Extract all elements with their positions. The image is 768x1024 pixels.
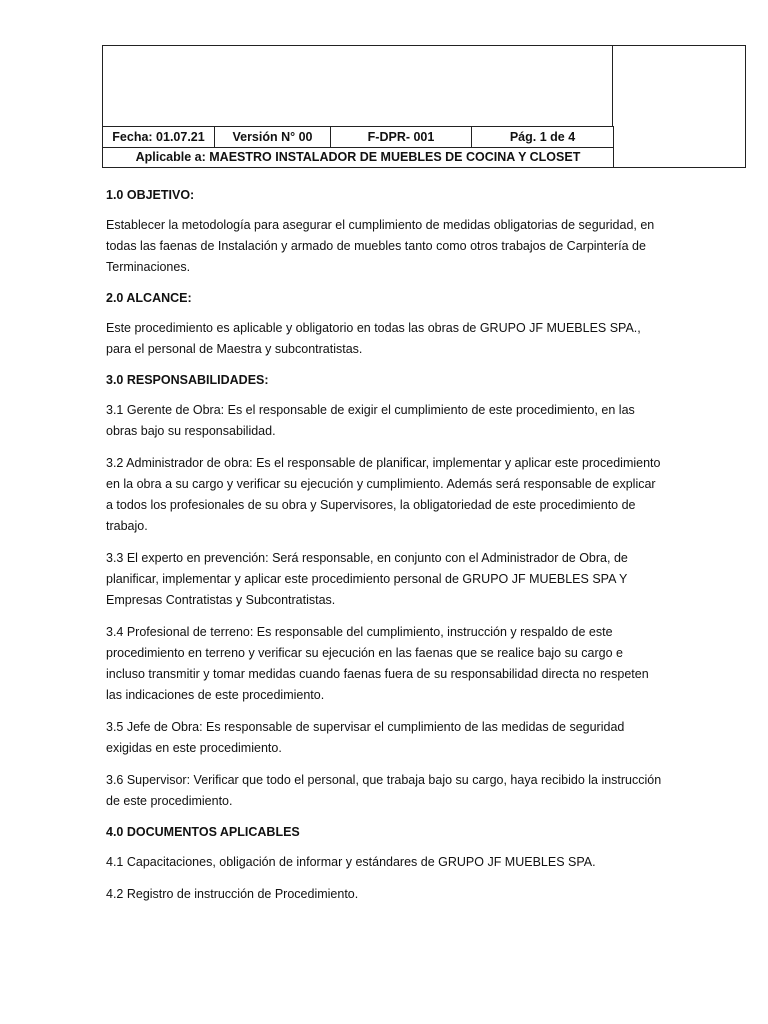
section-alcance-title: 2.0 ALCANCE:: [106, 291, 192, 305]
responsabilidad-item: 3.1 Gerente de Obra: Es el responsable de exigir el cumplimiento de este procedimiento, en las obras bajo su responsabilidad.: [106, 403, 635, 438]
responsabilidad-item: 3.5 Jefe de Obra: Es responsable de supervisar el cumplimiento de las medidas de seguridad exigidas en este procedimiento.: [106, 720, 625, 755]
responsabilidad-item: 3.3 El experto en prevención: Será responsable, en conjunto con el Administrador de Obra, de planificar, implementar y aplicar este procedimiento personal de GRUPO JF MUEBLES SPA Y Empresas Contratistas y Subcontratistas.: [106, 551, 628, 607]
logo-area: [103, 46, 613, 126]
documento-item: 4.1 Capacitaciones, obligación de informar y estándares de GRUPO JF MUEBLES SPA.: [106, 855, 596, 869]
document-header-table: [102, 45, 746, 168]
section-alcance-text: Este procedimiento es aplicable y obligatorio en todas las obras de GRUPO JF MUEBLES SPA., para el personal de Maestra y subcontratistas.: [106, 321, 641, 356]
section-responsabilidades-title: 3.0 RESPONSABILIDADES:: [106, 373, 269, 387]
section-objetivo-text: Establecer la metodología para asegurar el cumplimiento de medidas obligatorias de seguridad, en todas las faenas de Instalación y armado de muebles tanto como otros trabajos de Carpintería de Terminaciones.: [106, 218, 655, 274]
responsabilidad-item: 3.4 Profesional de terreno: Es responsable del cumplimiento, instrucción y respaldo de este procedimiento en terreno y verificar su ejecución en las faenas que se realice bajo su cargo e incluso transmitir y tomar medidas cuando faenas fuera de su responsabilidad directa no respeten las indicaciones de este procedimiento.: [106, 625, 649, 702]
section-documentos-title: 4.0 DOCUMENTOS APLICABLES: [106, 825, 300, 839]
document-version: Versión N° 00: [215, 127, 331, 147]
responsabilidad-item: 3.2 Administrador de obra: Es el responsable de planificar, implementar y aplicar este procedimiento en la obra a su cargo y verificar su ejecución y cumplimiento. Además será responsable de explicar a todos los profesionales de su obra y Supervisores, la obligatoriedad de este procedimiento de trabajo.: [106, 456, 661, 533]
responsabilidad-item: 3.6 Supervisor: Verificar que todo el personal, que trabaja bajo su cargo, haya recibido la instrucción de este procedimiento.: [106, 773, 662, 808]
document-date: Fecha: 01.07.21: [103, 127, 215, 147]
section-objetivo-title: 1.0 OBJETIVO:: [106, 188, 195, 202]
header-right-cell: [613, 46, 745, 167]
document-applies-to: Aplicable a: MAESTRO INSTALADOR DE MUEBLES DE COCINA Y CLOSET: [103, 147, 614, 167]
document-page-number: Pág. 1 de 4: [509, 130, 576, 144]
documento-item: 4.2 Registro de instrucción de Procedimiento.: [106, 887, 359, 901]
document-code: F-DPR- 001: [331, 127, 472, 147]
document-body: [106, 186, 662, 916]
document-meta-row: [103, 126, 614, 147]
